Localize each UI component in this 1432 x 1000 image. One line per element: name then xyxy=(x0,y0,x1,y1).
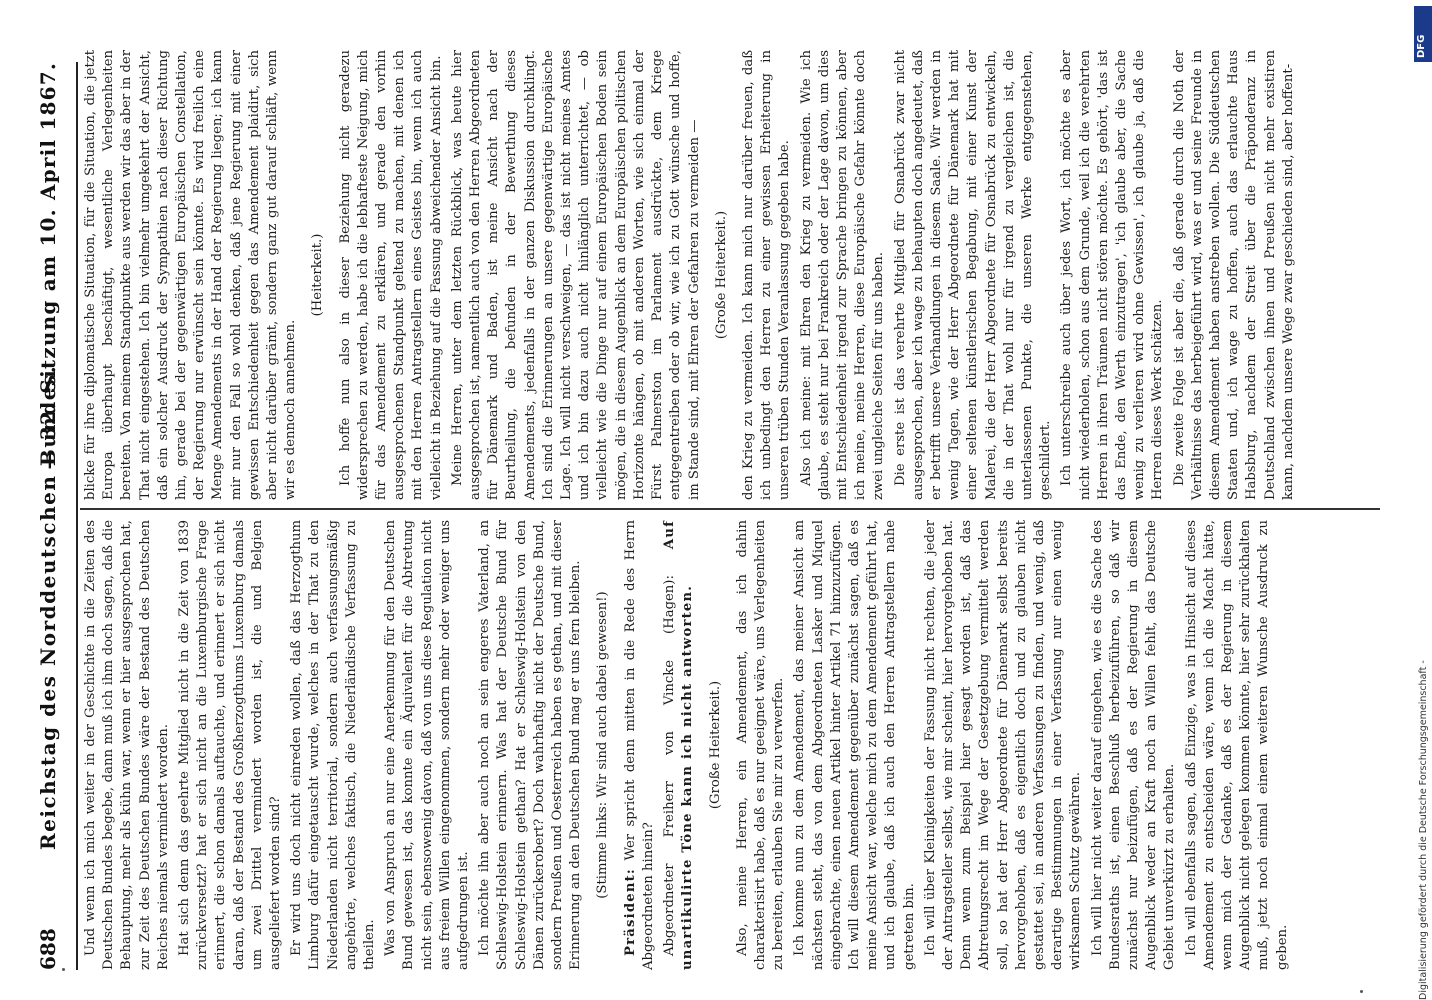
interjection: (Heiterkeit.) xyxy=(310,233,326,317)
left-paragraph: Er wird uns doch nicht einreden wollen, daß das Herzogthum Limburg dafür eingetauscht wurde, welches in der That zu den Niederlanden nicht territorial, sondern auch verfassungsmäßig angehörte, welches faktisch, die Niederländische Verfassung zu theilen. xyxy=(289,520,378,970)
left-paragraph: Also, meine Herren, ein Amendement, das ich dahin charakterisirt habe, daß es nur geeignet wäre, uns Verlegenheiten zu bereiten, erlauben Sie mir zu verwerfen. xyxy=(734,520,787,970)
right-paragraph: Ich unterschreibe auch über jedes Wort, ich möchte es aber nicht wiederholen, schon aus dem Grunde, weil ich die verehrten Herren in ihren Träumen nicht stören möchte. Es gehört, 'das ist das Ende, den Werth einzutragen', 'ich glaube aber, die Sache wenig zu verlieren wird ohne Gewissen', ich glaube ja, daß die Herren dieses Werk schätzen. xyxy=(1059,50,1166,500)
left-running-title: Reichstag des Norddeutschen Bundes. xyxy=(36,364,60,850)
page-number: 688 xyxy=(36,928,60,970)
speaker-paragraph xyxy=(661,520,697,970)
president-label: Präsident: xyxy=(622,867,638,956)
right-paragraph: Die erste ist das verehrte Mitglied für Osnabrück zwar nicht ausgesprochen, aber ich wage zu behaupten doch angedeutet, daß er betrifft unsere Verhandlungen in diesem Saale. Wir werden in wenig Tagen, wie der Herr Abgeordnete für Dänemark hat mit einer seltenen künstlerischen Begabung, mit einer Kunst der Malerei, die der Herr Abgeordnete für Osnabrück zu entwickeln, die in der That wohl nur für irgend zu vergleichen ist, die unterlassenen Punkte, die unseren Werke entgegenstehen, geschildert. xyxy=(892,50,1054,500)
president-paragraph xyxy=(622,520,658,970)
dfg-logo-text: DFG xyxy=(1416,34,1427,58)
column-divider xyxy=(80,508,1380,510)
scan-speck xyxy=(62,968,65,971)
page-header xyxy=(36,62,70,970)
president-text: Wer spricht denn mitten in die Rede des Herrn Abgeordneten hinein? xyxy=(622,520,656,970)
left-paragraph: Was von Anspruch an nur eine Anerkennung für den Deutschen Bund gewesen ist, das konnte ein Äquivalent für die Abtretung nicht sein, ebensowenig davon, daß von uns diese Regulation nicht aus freiem Willen eingenommen, sondern mehr oder weniger uns aufgedrungen ist. xyxy=(383,520,472,970)
interjection: (Große Heiterkeit.) xyxy=(713,210,729,340)
right-paragraph: Also ich meine: mit Ehren den Krieg zu vermeiden. Wie ich glaube, es steht nur bei Frankreich oder der Lage davon, um dies mit Entschiedenheit irgend zur Sprache bringen zu können, aber ich meine, meine Herren, diese Europäische Gefahr könnte doch zwei ungleiche Seiten für uns haben. xyxy=(798,50,887,500)
right-paragraph: blicke für ihre diplomatische Situation, für die Situation, die jetzt Europa überhaupt beschäftigt, wesentliche Verlegenheiten bereiten. Von meinem Standpunkte aus werden wir das aber in der That nicht eingestehen. Ich bin vielmehr umgekehrt der Ansicht, daß ein solcher Ausdruck der Sympathien nach dieser Richtung hin, gerade bei der gegenwärtigen Europäischen Constellation, der Regierung nur erwünscht sein könnte. Es wird freilich eine Menge Amendements in der Hand der Regierung liegen; ich kann mir nur den Fall so wohl denken, daß jene Regierung mit einer gewissen Entschiedenheit gegen das Amendement plaidirt, sich aber nicht darüber grämt, sondern ganz gut darauf schläft, wenn wir es dennoch annehmen. xyxy=(83,50,299,500)
speaker-label: Abgeordneter Freiherr von Vincke (Hagen): xyxy=(662,575,678,956)
right-running-title: — 32. Sitzung am 10. April 1867. xyxy=(36,62,60,470)
left-paragraph: Ich will hier nicht weiter darauf eingehen, wie es die Sache des Bundesraths ist, einen Beschluß herbeizuführen, so daß wir zunächst nur beizufügen, daß es der Regierung in diesem Augenblick weder an Kraft noch an Willen fehlt, das Deutsche Gebiet unverkürzt zu erhalten. xyxy=(1089,520,1178,970)
left-paragraph: Hat sich denn das geehrte Mitglied nicht in die Zeit von 1839 zurückversetzt? hat er sich nicht an die Luxemburgische Frage erinnert, die schon damals auftauchte, und erinnert er sich nicht daran, daß der Bestand des Großherzogthums Luxemburg damals um zwei Drittel vermindert worden ist, die und Belgien ausgeliefert worden sind? xyxy=(177,520,284,970)
interjection: (Stimme links: Wir sind auch dabei gewesen!) xyxy=(595,591,611,899)
speaker-text: Auf unartikulirte Töne kann ich nicht antworten. xyxy=(662,519,696,970)
header-rule xyxy=(76,62,78,970)
right-paragraph: den Krieg zu vermeiden. Ich kann mich nur darüber freuen, daß ich unbedingt den Herren zu einer gewissen Erheiterung in unseren trüben Stunden Veranlassung gegeben habe. xyxy=(740,50,793,500)
left-paragraph: Und wenn ich mich weiter in der Geschichte in die Zeiten des Deutschen Bundes begebe, dann muß ich ihm doch sagen, daß die Behauptung, mehr als kühn war, wenn er hier ausgesprochen hat, zur Zeit des Deutschen Bundes wäre der Bestand des Deutschen Reiches niemals vermindert worden. xyxy=(83,520,171,970)
left-column xyxy=(82,520,1295,970)
left-paragraph: Ich komme nun zu dem Amendement, das meiner Ansicht am nächsten steht, das von dem Abgeordneten Lasker und Miquel eingebrachte, einen neuen Artikel hinter Artikel 71 hinzuzufügen. Ich will diesem Amendement gegenüber zunächst sagen, daß es meine Ansicht war, welche mich zu dem Amendement geführt hat, und ich glaube, daß ich auch den Herren Antragstellern nahe getreten bin. xyxy=(792,520,917,970)
right-paragraph: Die zweite Folge ist aber die, daß gerade durch die Noth der Verhältnisse das herbeigeführt wird, was er und seine Freunde in diesem Amendement haben anstreben wollen. Die Süddeutschen Staaten und, ich wage zu hoffen, auch das erlauchte Haus Habsburg, nachdem der Streit über die Präponderanz in Deutschland zwischen ihnen und Preußen nicht mehr existiren kann, nachdem unsere Wege zwar geschieden sind, aber hoffent- xyxy=(1171,50,1296,500)
left-paragraph: Ich will über Kleinigkeiten der Fassung nicht rechten, die jeder der Antragsteller selbst, wie mir scheint, hier hervorgehoben hat. Denn wenn zum Beispiel hier gesagt worden ist, daß das Abtretungsrecht im Wege der Gesetzgebung vermittelt werden soll, so hat der Herr Abgeordnete für Dänemark selbst bereits hervorgehoben, daß es eigentlich doch und zu glauben nicht gestattet sei, in anderen Verfassungen zu finden, und wenig, daß derartige Bestimmungen in einer Verfassung nur einen wenig wirksamen Schutz gewähren. xyxy=(922,520,1084,970)
left-paragraph: Ich möchte ihn aber auch noch an sein engeres Vaterland, an Schleswig-Holstein erinnern. Was hat der Deutsche Bund für Schleswig-Holstein gethan? Hat er Schleswig-Holstein von den Dänen zurückerobert? Doch wahrhaftig nicht der Deutsche Bund, sondern Preußen und Oesterreich haben es gethan, und mit dieser Erinnerung an den Deutschen Bund mag er uns fern bleiben. xyxy=(477,520,584,970)
dfg-logo xyxy=(1414,6,1432,62)
digitization-caption-text: Digitalisierung gefördert durch die Deutsche Forschungsgemeinschaft - xyxy=(1418,660,1429,1000)
scan-speck xyxy=(1360,990,1363,993)
interjection: (Große Heiterkeit.) xyxy=(707,680,723,810)
digitization-caption xyxy=(1418,500,1432,1000)
left-paragraph: Ich will ebenfalls sagen, daß Einzige, was in Hinsicht auf dieses Amendement zu entscheiden wäre, wenn ich die Macht hätte, wenn mich der Gedanke, daß es der Regierung in diesem Augenblick nicht gelegen kommen könnte, hier sehr zurückhalten muß, jetzt noch einmal einem weiteren Wunsche Ausdruck zu geben. xyxy=(1183,520,1290,970)
right-column xyxy=(82,50,1301,500)
right-paragraph: Meine Herren, unter dem letzten Rückblick, was heute hier ausgesprochen ist, namentlich auch von den Herren Abgeordneten für Dänemark und Baden, ist meine Ansicht nach der Beurtheilung, die befunden in der Bewerthung dieses Amendements, jedenfalls in der ganzen Diskussion durchklingt. Ich sind die Erinnerungen an unsere gegenwärtige Europäische Lage. Ich will nicht verschweigen, — das ist nicht meines Amtes und ich bin dazu auch nicht hinlänglich unterrichtet, — ob vielleicht wie die Dinge nur auf einem Europäischen Boden sein mögen, die in diesem Augenblick an dem Europäischen politischen Horizonte hängen, ob mit anderen Worten, wie sich einmal der Fürst Palmerston im Parlament ausdrückte, dem Kriege entgegentreiben oder ob wir, wie ich zu Gott wünsche und hoffe, im Stande sind, mit Ehren der Gefahren zu vermeiden — xyxy=(449,50,702,500)
right-paragraph: Ich hoffe nun also in dieser Beziehung nicht geradezu widersprechen zu werden, habe ich die lebhafteste Neigung, mich für das Amendement zu erklären, und gerade den vorhin ausgesprochenen Standpunkt geltend zu machen, mit denen ich mit den Herren Antragstellern eines Geistes bin, wenn ich auch vielleicht in Beziehung auf die Fassung abweichender Ansicht bin. xyxy=(337,50,444,500)
